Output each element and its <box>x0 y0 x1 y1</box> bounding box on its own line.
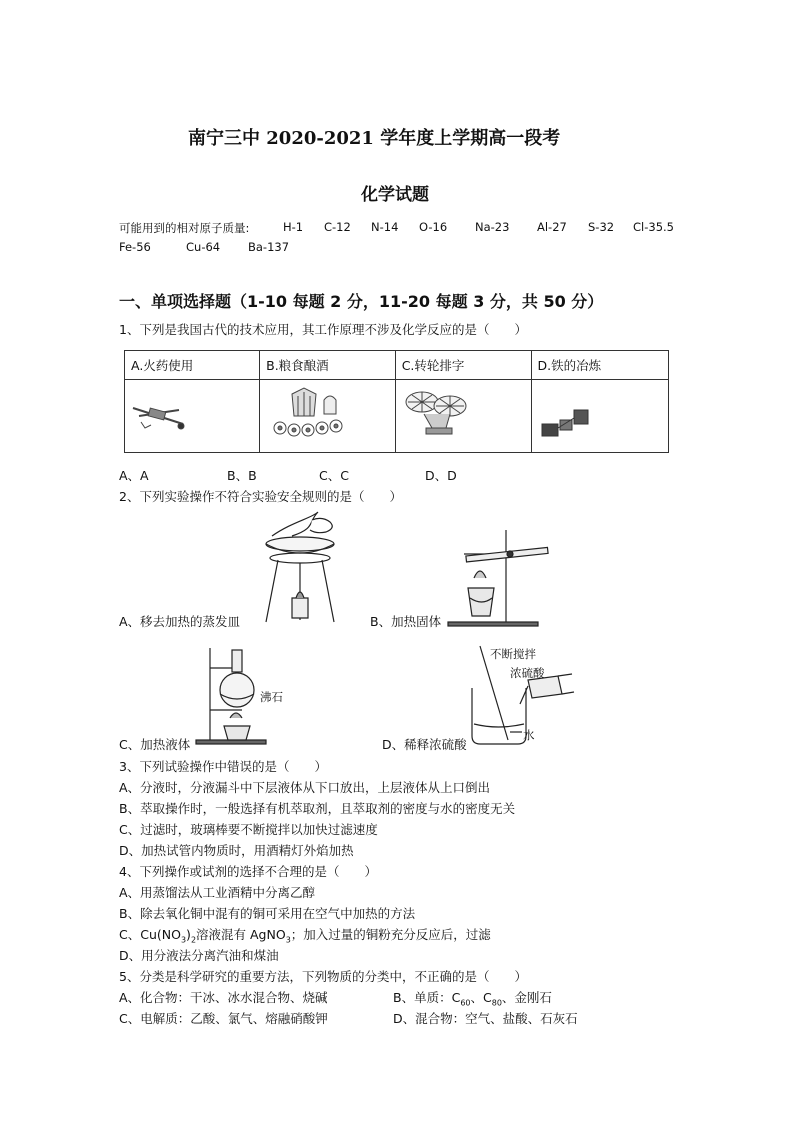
section-title: 一、单项选择题（1-10 每题 2 分，11-20 每题 3 分，共 50 分） <box>119 292 604 311</box>
q2-option-b: B、加热固体 <box>370 614 442 629</box>
question-1-stem: 1、下列是我国古代的技术应用，其工作原理不涉及化学反应的是（ ） <box>119 322 527 337</box>
q4-option-d: D、用分液法分离汽油和煤油 <box>119 948 279 963</box>
wine-image <box>270 386 360 446</box>
table-header-a: A.火药使用 <box>125 351 260 380</box>
question-3-stem: 3、下列试验操作中错误的是（ ） <box>119 759 327 774</box>
q4-option-a: A、用蒸馏法从工业酒精中分离乙醇 <box>119 885 316 900</box>
subject-title: 化学试题 <box>361 185 429 205</box>
q2-option-a: A、移去加热的蒸发皿 <box>119 614 241 629</box>
q3-option-d: D、加热试管内物质时，用酒精灯外焰加热 <box>119 843 354 858</box>
question-4-stem: 4、下列操作或试剂的选择不合理的是（ ） <box>119 864 377 879</box>
table-header-b: B.粮食酿酒 <box>260 351 396 380</box>
atomic-mass-item: N-14 <box>371 220 399 234</box>
atomic-mass-item: S-32 <box>588 220 615 234</box>
heat-solid-figure <box>444 528 554 628</box>
question-5-stem: 5、分类是科学研究的重要方法，下列物质的分类中，不正确的是（ ） <box>119 969 527 984</box>
gunpowder-image <box>131 396 191 436</box>
q5-option-a: A、化合物：干冰、冰水混合物、烧碱 <box>119 990 328 1005</box>
q5-option-b: B、单质：$C_{60}$、$C_{80}$、金刚石 <box>393 990 552 1008</box>
q2-option-c: C、加热液体 <box>119 737 191 752</box>
q2-option-d: D、稀释浓硫酸 <box>382 737 467 752</box>
atomic-mass-label: 可能用到的相对原子质量: <box>119 221 250 235</box>
atomic-mass-item: Cl-35.5 <box>633 220 674 234</box>
atomic-mass-item: C-12 <box>324 220 351 234</box>
option-d: D、D <box>425 468 457 483</box>
q3-option-b: B、萃取操作时，一般选择有机萃取剂，且萃取剂的密度与水的密度无关 <box>119 801 516 816</box>
stir-label: 不断搅拌 <box>490 647 536 661</box>
atomic-mass-item: Al-27 <box>537 220 567 234</box>
boiling-stone-label: 沸石 <box>260 690 283 704</box>
option-b: B、B <box>227 468 257 483</box>
question-2-stem: 2、下列实验操作不符合实验安全规则的是（ ） <box>119 489 402 504</box>
evaporating-dish-figure <box>252 512 372 628</box>
question-1-table <box>124 350 669 453</box>
wine-cell <box>260 380 396 453</box>
acid-label: 浓硫酸 <box>510 666 545 680</box>
iron-smelting-image <box>538 406 598 446</box>
q3-option-a: A、分液时，分液漏斗中下层液体从下口放出，上层液体从上口倒出 <box>119 780 491 795</box>
option-a: A、A <box>119 468 149 483</box>
atomic-mass-item: Na-23 <box>475 220 510 234</box>
atomic-mass-item: H-1 <box>283 220 304 234</box>
water-label: 水 <box>523 728 535 742</box>
q4-option-c: C、$Cu(NO_3)_2$溶液混有 AgNO$_3$；加入过量的铜粉充分反应后，过滤 <box>119 927 491 945</box>
atomic-mass-item: Cu-64 <box>186 240 221 254</box>
atomic-mass-item: Fe-56 <box>119 240 151 254</box>
table-header-c: C.转轮排字 <box>395 351 531 380</box>
page-title: 南宁三中 2020-2021 学年度上学期高一段考 <box>188 128 561 149</box>
table-header-d: D.铁的冶炼 <box>531 351 668 380</box>
gunpowder-cell <box>125 380 260 453</box>
atomic-mass-item: Ba-137 <box>248 240 290 254</box>
q5-option-d: D、混合物：空气、盐酸、石灰石 <box>393 1011 578 1026</box>
atomic-mass-item: O-16 <box>419 220 448 234</box>
iron-smelting-cell <box>531 380 668 453</box>
type-wheel-cell <box>395 380 531 453</box>
q4-option-b: B、除去氧化铜中混有的铜可采用在空气中加热的方法 <box>119 906 416 921</box>
type-wheel-image <box>402 384 472 444</box>
q5-option-c: C、电解质：乙酸、氯气、熔融硝酸钾 <box>119 1011 328 1026</box>
option-c: C、C <box>319 468 349 483</box>
q3-option-c: C、过滤时，玻璃棒要不断搅拌以加快过滤速度 <box>119 822 378 837</box>
